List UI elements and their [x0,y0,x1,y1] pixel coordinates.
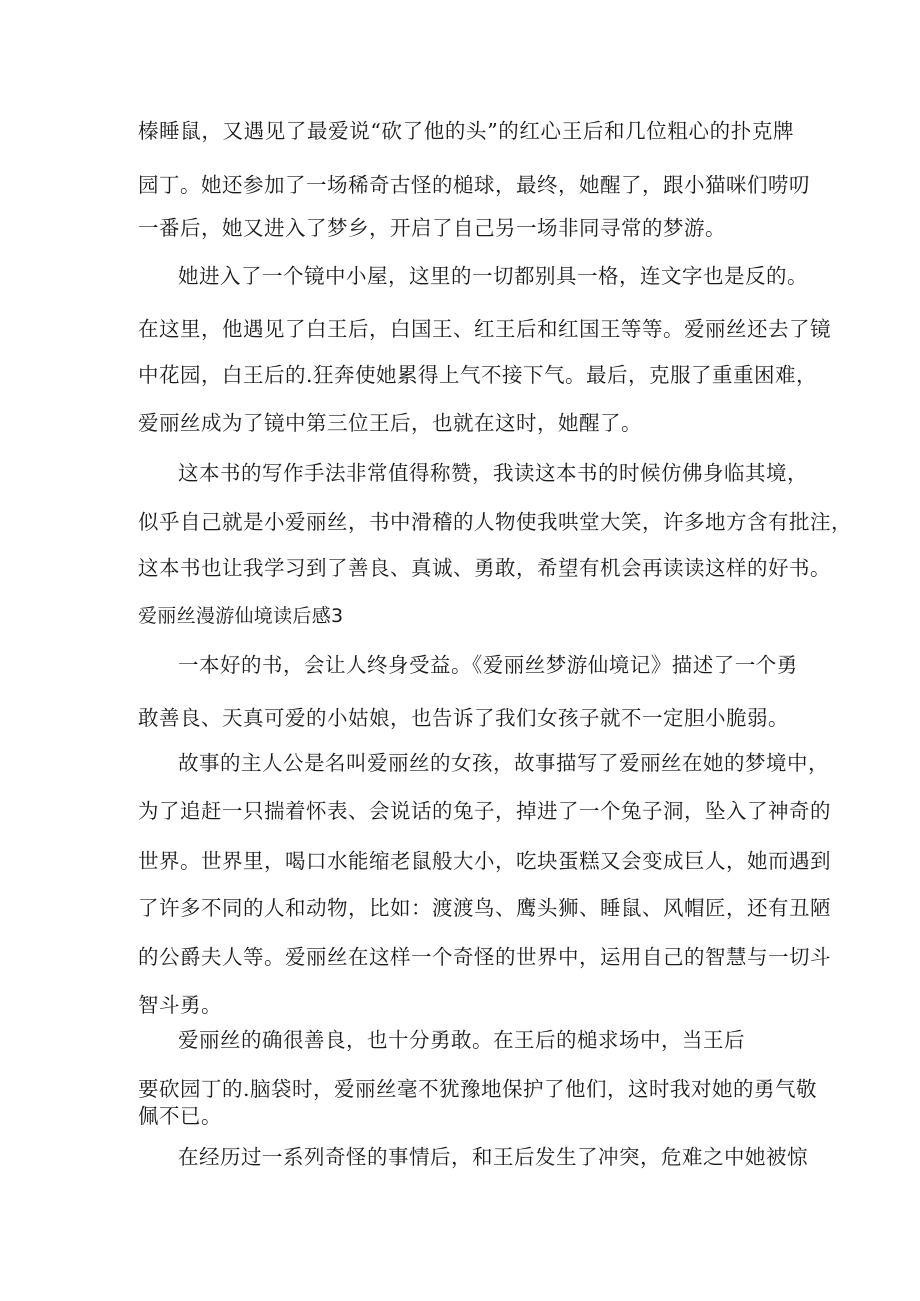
text-line: 的公爵夫人等。爱丽丝在这样一个奇怪的世界中，运用自己的智慧与一切斗 [138,945,831,969]
text-line: 了许多不同的人和动物，比如：渡渡鸟、鹰头狮、睡鼠、风帽匠，还有丑陋 [138,896,831,920]
paragraph-start-line: 在经历过一系列奇怪的事情后，和王后发生了冲突，危难之中她被惊 [178,1145,808,1169]
paragraph-start-line: 故事的主人公是名叫爱丽丝的女孩，故事描写了爱丽丝在她的梦境中， [178,751,829,775]
text-line: 这本书也让我学习到了善良、真诚、勇敢，希望有机会再读读这样的好书。 [138,556,831,580]
text-line: 为了追赶一只揣着怀表、会说话的兔子，掉进了一个兔子洞，坠入了神奇的 [138,799,831,823]
paragraph-start-line: 这本书的写作手法非常值得称赞，我读这本书的时候仿佛身临其境， [178,461,808,485]
text-line: 要砍园丁的.脑袋时，爱丽丝毫不犹豫地保护了他们，这时我对她的勇气敬 [138,1077,818,1101]
paragraph-start-line: 一本好的书，会让人终身受益。《爱丽丝梦游仙境记》描述了一个勇 [178,653,798,677]
text-line: 爱丽丝成为了镜中第三位王后，也就在这时，她醒了。 [138,411,642,435]
text-line: 在这里，他遇见了白王后，白国王、红王后和红国王等等。爱丽丝还去了镜 [138,317,831,341]
text-line: 榛睡鼠，又遇见了最爱说“砍了他的头”的红心王后和几位粗心的扑克牌 [138,119,794,143]
paragraph-start-line: 爱丽丝的确很善良，也十分勇敢。在王后的槌求场中，当王后 [178,1028,745,1052]
section-heading: 爱丽丝漫游仙境读后感3 [138,605,344,627]
text-line: 敢善良、天真可爱的小姑娘，也告诉了我们女孩子就不一定胆小脆弱。 [138,706,789,730]
text-line: 佩不已。 [138,1104,222,1128]
text-line: 园丁。她还参加了一场稀奇古怪的槌球，最终，她醒了，跟小猫咪们唠叨 [138,173,810,197]
text-line: 一番后，她又进入了梦乡，开启了自己另一场非同寻常的梦游。 [138,216,726,240]
text-line: 中花园，白王后的.狂奔使她累得上气不接下气。最后，克服了重重困难， [138,363,818,387]
paragraph-start-line: 她进入了一个镜中小屋，这里的一切都别具一格，连文字也是反的。 [178,264,808,288]
text-line: 智斗勇。 [138,993,222,1017]
text-line: 世界。世界里，喝口水能缩老鼠般大小，吃块蛋糕又会变成巨人，她而遇到 [138,849,831,873]
text-line: 似乎自己就是小爱丽丝，书中滑稽的人物使我哄堂大笑，许多地方含有批注， [138,510,852,534]
